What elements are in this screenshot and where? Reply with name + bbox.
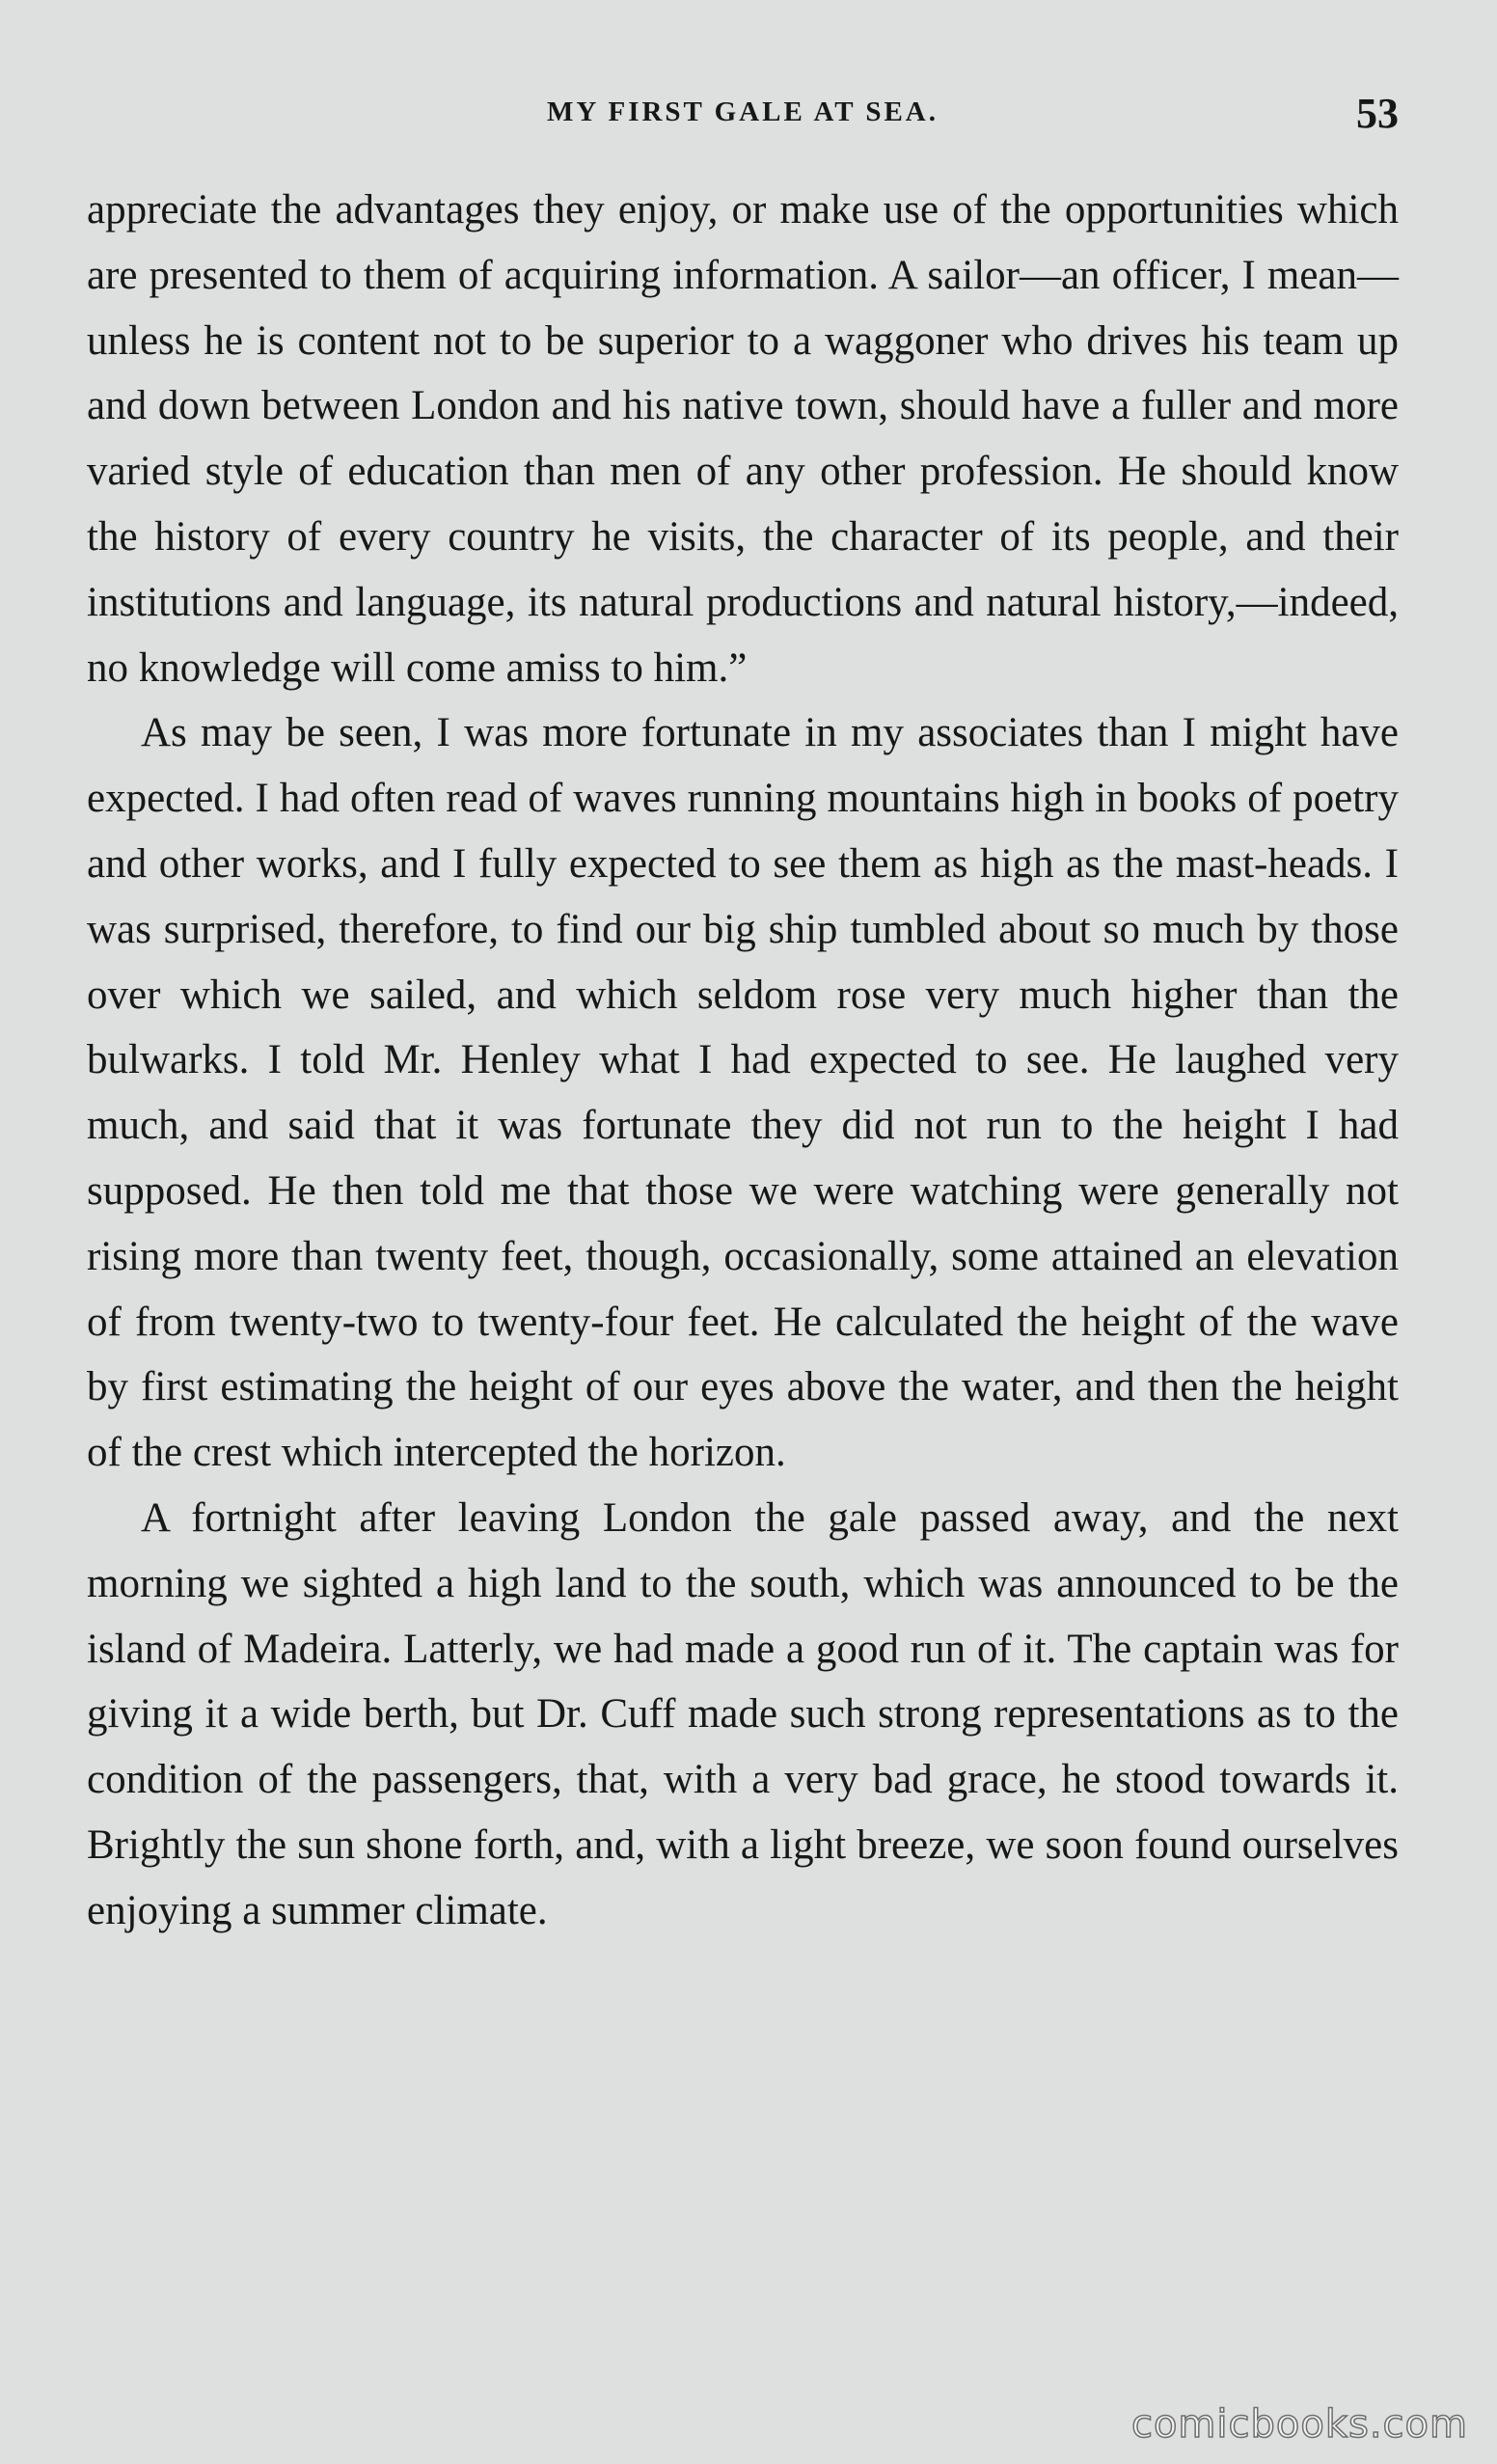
page-number: 53 <box>1356 90 1399 137</box>
body-text <box>87 178 1399 1944</box>
watermark: comicbooks.com <box>1130 2402 1468 2447</box>
paragraph-1: appreciate the advantages they enjoy, or make use of the opportunities which are presented to them of acquiring information. A sailor—an officer, I mean—unless he is content not to be superior to a waggoner who drives his team up and down between London and his native town, should have a fuller and more varied style of education than men of any other profession. He should know the history of every country he visits, the character of its people, and their institutions and language, its natural productions and natural history,—indeed, no knowledge will come amiss to him.” <box>87 187 1399 691</box>
running-title: MY FIRST GALE AT SEA. <box>547 96 939 127</box>
paragraph-2: As may be seen, I was more fortunate in my associates than I might have expected. I had often read of waves running mountains high in books of poetry and other works, and I fully expected to see them as high as the mast-heads. I was surprised, therefore, to find our big ship tumbled about so much by those over which we sailed, and which seldom rose very much higher than the bulwarks. I told Mr. Henley what I had expected to see. He laughed very much, and said that it was fortunate they did not run to the height I had supposed. He then told me that those we were watching were generally not rising more than twenty feet, though, occasionally, some attained an elevation of from twenty-two to twenty-four feet. He calculated the height of the wave by first estimating the height of our eyes above the water, and then the height of the crest which intercepted the horizon. <box>87 710 1399 1476</box>
paragraph-3: A fortnight after leaving London the gale passed away, and the next morning we sighted a high land to the south, which was announced to be the island of Madeira. Latterly, we had made a good run of it. The captain was for giving it a wide berth, but Dr. Cuff made such strong representations as to the condition of the passengers, that, with a very bad grace, he stood towards it. Brightly the sun shone forth, and, with a light breeze, we soon found ourselves enjoying a summer climate. <box>87 1494 1399 1933</box>
page-header <box>87 89 1399 147</box>
